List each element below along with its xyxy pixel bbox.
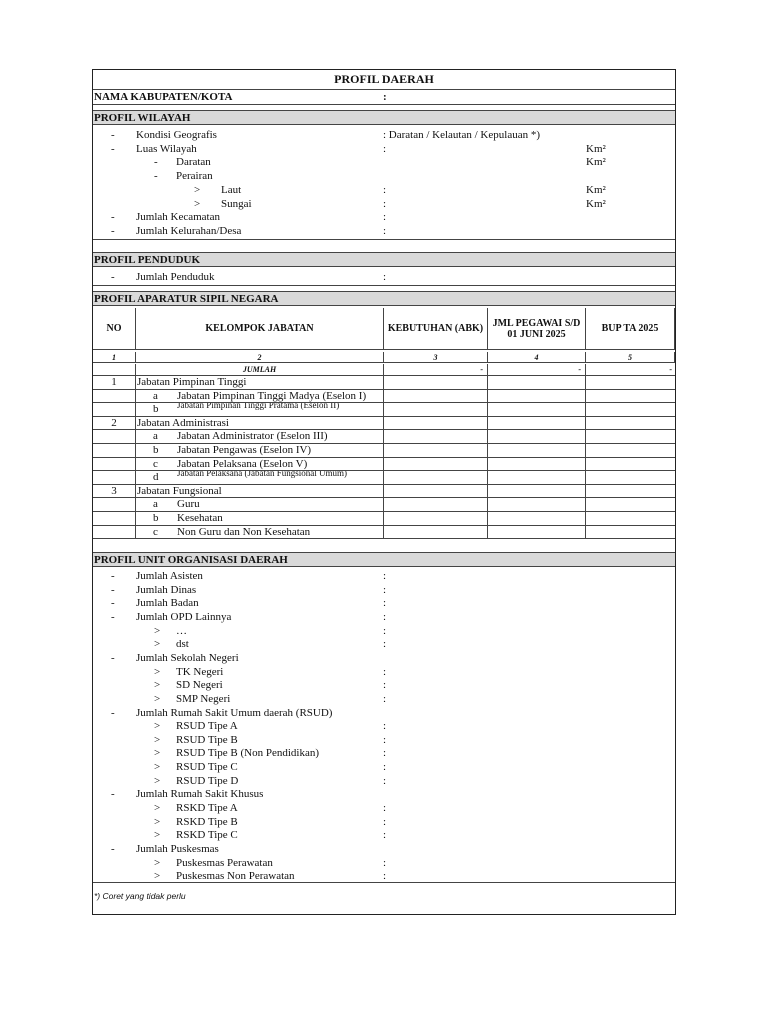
row-jabatan-cell: [136, 430, 384, 443]
row-jabatan-cell: [136, 485, 384, 498]
list-marker: >: [154, 761, 161, 774]
row-no: 3: [93, 485, 136, 498]
row-jabatan: Jabatan Fungsional: [137, 484, 222, 497]
list-item: [93, 843, 675, 856]
luas-wilayah-row: [93, 143, 675, 156]
row-jabatan: Jabatan Pelaksana (Eselon V): [177, 457, 308, 470]
list-marker: >: [154, 815, 161, 828]
arrow: >: [194, 198, 201, 210]
col-number-5: 5: [586, 352, 675, 363]
list-item: [93, 597, 675, 610]
list-label: …: [176, 624, 187, 637]
list-label: Puskesmas Non Perawatan: [176, 870, 295, 883]
row-jabatan: Jabatan Pimpinan Tinggi Madya (Eselon I): [177, 389, 367, 402]
list-item: [93, 693, 675, 706]
divider: [93, 239, 675, 240]
row-pegawai: [488, 444, 586, 457]
row-kebutuhan: [384, 430, 488, 443]
row-sub: d: [153, 471, 159, 484]
list-colon: :: [383, 815, 387, 828]
table-row: [93, 526, 675, 540]
col-number-2: 2: [136, 352, 384, 363]
list-colon: :: [383, 829, 387, 842]
list-marker: >: [154, 665, 161, 678]
list-item: [93, 816, 675, 829]
jumlah-penduduk-row: [93, 271, 675, 284]
row-no: [93, 458, 136, 471]
list-item: [93, 611, 675, 624]
daratan-row: [93, 156, 675, 169]
row-kebutuhan: [384, 526, 488, 539]
kelurahan-row: [93, 225, 675, 238]
list-marker: >: [154, 679, 161, 692]
bullet: -: [111, 271, 115, 283]
jumlah-pegawai: -: [488, 364, 586, 375]
jumlah-kebutuhan: -: [384, 364, 488, 375]
row-sub: b: [153, 403, 159, 416]
list-label: Jumlah Puskesmas: [136, 843, 219, 855]
row-jabatan: Jabatan Administrator (Eselon III): [177, 430, 328, 443]
row-bup: [586, 430, 675, 443]
row-jabatan-cell: [136, 458, 384, 471]
row-kebutuhan: [384, 403, 488, 416]
list-item: [93, 625, 675, 638]
list-label: RSKD Tipe A: [176, 802, 238, 815]
list-marker: -: [111, 651, 115, 664]
header-kebutuhan: KEBUTUHAN (ABK): [384, 308, 488, 350]
row-jabatan: Kesehatan: [177, 512, 223, 524]
arrow: >: [194, 184, 201, 196]
list-marker: >: [154, 720, 161, 733]
bullet: -: [111, 225, 115, 237]
row-bup: [586, 498, 675, 511]
kelurahan-label: Jumlah Kelurahan/Desa: [136, 225, 242, 237]
row-no: [93, 403, 136, 416]
list-item: [93, 734, 675, 747]
divider: [93, 882, 675, 883]
row-jabatan-cell: [136, 417, 384, 430]
row-no: 2: [93, 417, 136, 430]
row-kebutuhan: [384, 485, 488, 498]
row-sub: a: [153, 430, 158, 443]
list-item: [93, 747, 675, 760]
list-label: RSUD Tipe C: [176, 761, 238, 774]
row-no: 1: [93, 376, 136, 389]
list-marker: >: [154, 733, 161, 746]
document-frame: [92, 69, 676, 915]
list-label: Jumlah Dinas: [136, 583, 197, 596]
kecamatan-label: Jumlah Kecamatan: [136, 211, 220, 223]
list-label: SMP Negeri: [176, 692, 231, 705]
header-bup: BUP TA 2025: [586, 308, 675, 350]
row-jabatan: Guru: [177, 498, 200, 511]
bullet: -: [111, 211, 115, 223]
list-colon: :: [383, 570, 387, 582]
list-item: [93, 857, 675, 870]
list-label: Jumlah Badan: [136, 597, 199, 610]
kecamatan-row: [93, 211, 675, 224]
list-item: [93, 720, 675, 733]
list-item: [93, 761, 675, 774]
nama-kabupaten-row: [93, 89, 675, 105]
jumlah-bup: -: [669, 365, 672, 374]
list-item: [93, 707, 675, 720]
row-jabatan: Jabatan Pelaksana (Jabatan Fungsional Umum): [177, 471, 347, 479]
laut-row: [93, 184, 675, 197]
kondisi-value: : Daratan / Kelautan / Kepulauan *): [383, 129, 540, 141]
row-sub: a: [153, 389, 158, 402]
list-colon: :: [383, 665, 387, 678]
list-label: Jumlah Sekolah Negeri: [136, 651, 239, 664]
jumlah-no-cell: [93, 364, 136, 375]
row-kebutuhan: [384, 512, 488, 525]
list-colon: :: [383, 774, 387, 787]
table-row: [93, 485, 675, 499]
list-colon: :: [383, 870, 387, 883]
row-jabatan-cell: [136, 498, 384, 511]
row-pegawai: [488, 417, 586, 430]
colon: :: [383, 198, 387, 210]
row-jabatan-cell: [136, 403, 384, 416]
row-jabatan: Jabatan Pimpinan Tinggi: [137, 376, 247, 388]
row-jabatan-cell: [136, 444, 384, 457]
list-marker: >: [154, 638, 161, 651]
list-marker: >: [154, 856, 161, 869]
row-no: [93, 526, 136, 539]
row-bup: [586, 417, 675, 430]
list-label: Jumlah Asisten: [136, 570, 203, 582]
list-colon: :: [383, 761, 387, 774]
list-marker: >: [154, 829, 161, 842]
row-kebutuhan: [384, 471, 488, 484]
list-marker: >: [154, 624, 161, 637]
bullet: -: [154, 156, 158, 168]
row-pegawai: [488, 471, 586, 484]
row-pegawai: [488, 430, 586, 443]
section-profil-opd: PROFIL UNIT ORGANISASI DAERAH: [93, 552, 675, 567]
list-marker: -: [111, 597, 115, 610]
row-jabatan: Non Guru dan Non Kesehatan: [177, 525, 311, 538]
colon: :: [383, 143, 387, 155]
header-jml-pegawai: JML PEGAWAI S/D 01 JUNI 2025: [488, 308, 586, 350]
list-item: [93, 788, 675, 801]
footnote: *) Coret yang tidak perlu: [94, 891, 186, 901]
section-profil-wilayah: PROFIL WILAYAH: [93, 110, 675, 125]
row-bup: [586, 444, 675, 457]
row-jabatan-cell: [136, 512, 384, 525]
header-kelompok-jabatan: KELOMPOK JABATAN: [136, 308, 384, 350]
row-pegawai: [488, 390, 586, 403]
row-no: [93, 471, 136, 484]
table-row: [93, 458, 675, 472]
list-colon: :: [383, 802, 387, 815]
bullet: -: [111, 143, 115, 155]
list-item: [93, 570, 675, 583]
list-item: [93, 584, 675, 597]
list-marker: >: [154, 802, 161, 815]
row-sub: a: [153, 498, 158, 511]
col-number-3: 3: [384, 352, 488, 363]
list-label: Jumlah OPD Lainnya: [136, 610, 232, 623]
header-no: NO: [93, 308, 136, 350]
list-label: RSUD Tipe B: [176, 733, 238, 746]
perairan-label: Perairan: [176, 170, 213, 182]
row-kebutuhan: [384, 390, 488, 403]
list-colon: :: [383, 747, 387, 760]
table-row: [93, 390, 675, 404]
row-bup: [586, 376, 675, 389]
daratan-label: Daratan: [176, 156, 211, 168]
colon: :: [383, 271, 387, 283]
row-sub: c: [153, 457, 158, 470]
list-colon: :: [383, 733, 387, 746]
row-no: [93, 498, 136, 511]
luas-label: Luas Wilayah: [136, 143, 197, 155]
kondisi-geografis-row: [93, 129, 675, 142]
list-item: [93, 802, 675, 815]
row-no: [93, 430, 136, 443]
row-bup: [586, 471, 675, 484]
section-profil-penduduk: PROFIL PENDUDUK: [93, 252, 675, 267]
sungai-label: Sungai: [221, 198, 252, 210]
list-item: [93, 666, 675, 679]
list-colon: :: [383, 597, 387, 610]
list-colon: :: [383, 679, 387, 692]
list-label: Jumlah Rumah Sakit Umum daerah (RSUD): [136, 706, 333, 719]
list-marker: >: [154, 774, 161, 787]
row-jabatan: Jabatan Administrasi: [137, 416, 229, 429]
list-marker: >: [154, 747, 161, 760]
list-label: TK Negeri: [176, 665, 224, 678]
list-label: Jumlah Rumah Sakit Khusus: [136, 788, 264, 801]
row-sub: c: [153, 525, 158, 538]
row-bup: [586, 403, 675, 416]
row-no: [93, 512, 136, 525]
perairan-row: [93, 170, 675, 183]
list-label: RSUD Tipe B (Non Pendidikan): [176, 747, 320, 760]
row-pegawai: [488, 376, 586, 389]
unit: Km²: [586, 143, 606, 155]
row-jabatan-cell: [136, 390, 384, 403]
row-bup: [586, 390, 675, 403]
row-kebutuhan: [384, 376, 488, 389]
list-label: Puskesmas Perawatan: [176, 856, 273, 869]
list-colon: :: [383, 583, 387, 596]
row-jabatan-cell: [136, 471, 384, 484]
list-label: RSUD Tipe D: [176, 774, 239, 787]
row-kebutuhan: [384, 444, 488, 457]
list-colon: :: [383, 720, 387, 733]
row-sub: b: [153, 444, 159, 456]
table-row: [93, 376, 675, 390]
section-profil-asn: PROFIL APARATUR SIPIL NEGARA: [93, 291, 675, 306]
list-colon: :: [383, 610, 387, 623]
row-jabatan-cell: [136, 376, 384, 389]
colon: :: [383, 211, 387, 223]
list-marker: -: [111, 610, 115, 623]
row-kebutuhan: [384, 498, 488, 511]
row-bup: [586, 512, 675, 525]
row-pegawai: [488, 512, 586, 525]
laut-label: Laut: [221, 184, 242, 196]
row-pegawai: [488, 403, 586, 416]
row-sub: b: [153, 512, 159, 524]
col-number-1: 1: [93, 352, 136, 363]
table-row: [93, 444, 675, 458]
row-no: [93, 444, 136, 457]
list-label: SD Negeri: [176, 679, 223, 692]
list-colon: :: [383, 638, 387, 651]
table-row: [93, 512, 675, 526]
list-label: dst: [176, 638, 189, 651]
row-pegawai: [488, 485, 586, 498]
table-row: [93, 403, 675, 417]
list-marker: >: [154, 870, 161, 883]
row-pegawai: [488, 498, 586, 511]
list-colon: :: [383, 692, 387, 705]
table-row: [93, 471, 675, 485]
list-label: RSUD Tipe A: [176, 720, 238, 733]
row-jabatan: Jabatan Pengawas (Eselon IV): [177, 444, 312, 456]
colon: :: [383, 225, 387, 237]
row-bup: [586, 458, 675, 471]
jumlah-label: JUMLAH: [136, 364, 384, 375]
list-marker: >: [154, 692, 161, 705]
list-marker: -: [111, 706, 115, 719]
list-colon: :: [383, 624, 387, 637]
row-kebutuhan: [384, 417, 488, 430]
row-jabatan-cell: [136, 526, 384, 539]
row-bup: [586, 526, 675, 539]
row-kebutuhan: [384, 458, 488, 471]
list-marker: -: [111, 583, 115, 596]
list-label: RSKD Tipe C: [176, 829, 238, 842]
bullet: -: [154, 170, 158, 182]
nama-label: NAMA KABUPATEN/KOTA: [94, 91, 233, 103]
page-title: PROFIL DAERAH: [334, 72, 434, 86]
kondisi-label: Kondisi Geografis: [136, 129, 217, 141]
row-pegawai: [488, 458, 586, 471]
list-item: [93, 775, 675, 788]
colon: :: [383, 184, 387, 196]
table-row: [93, 417, 675, 431]
unit: Km²: [586, 184, 606, 196]
list-label: RSKD Tipe B: [176, 815, 238, 828]
list-marker: -: [111, 788, 115, 801]
list-colon: :: [383, 856, 387, 869]
row-jabatan: Jabatan Pimpinan Tinggi Pratama (Eselon II): [177, 403, 340, 411]
list-item: [93, 638, 675, 651]
list-item: [93, 652, 675, 665]
list-marker: -: [111, 843, 115, 855]
unit: Km²: [586, 198, 606, 210]
table-row: [93, 430, 675, 444]
row-pegawai: [488, 526, 586, 539]
row-no: [93, 390, 136, 403]
jumlah-penduduk-label: Jumlah Penduduk: [136, 271, 215, 283]
row-bup: [586, 485, 675, 498]
jumlah-row: [93, 364, 675, 376]
table-row: [93, 498, 675, 512]
list-marker: -: [111, 570, 115, 582]
sungai-row: [93, 198, 675, 211]
bullet: -: [111, 129, 115, 141]
divider: [93, 285, 675, 286]
list-item: [93, 829, 675, 842]
unit: Km²: [586, 156, 606, 168]
nama-colon: :: [383, 91, 387, 103]
list-item: [93, 679, 675, 692]
col-number-4: 4: [488, 352, 586, 363]
